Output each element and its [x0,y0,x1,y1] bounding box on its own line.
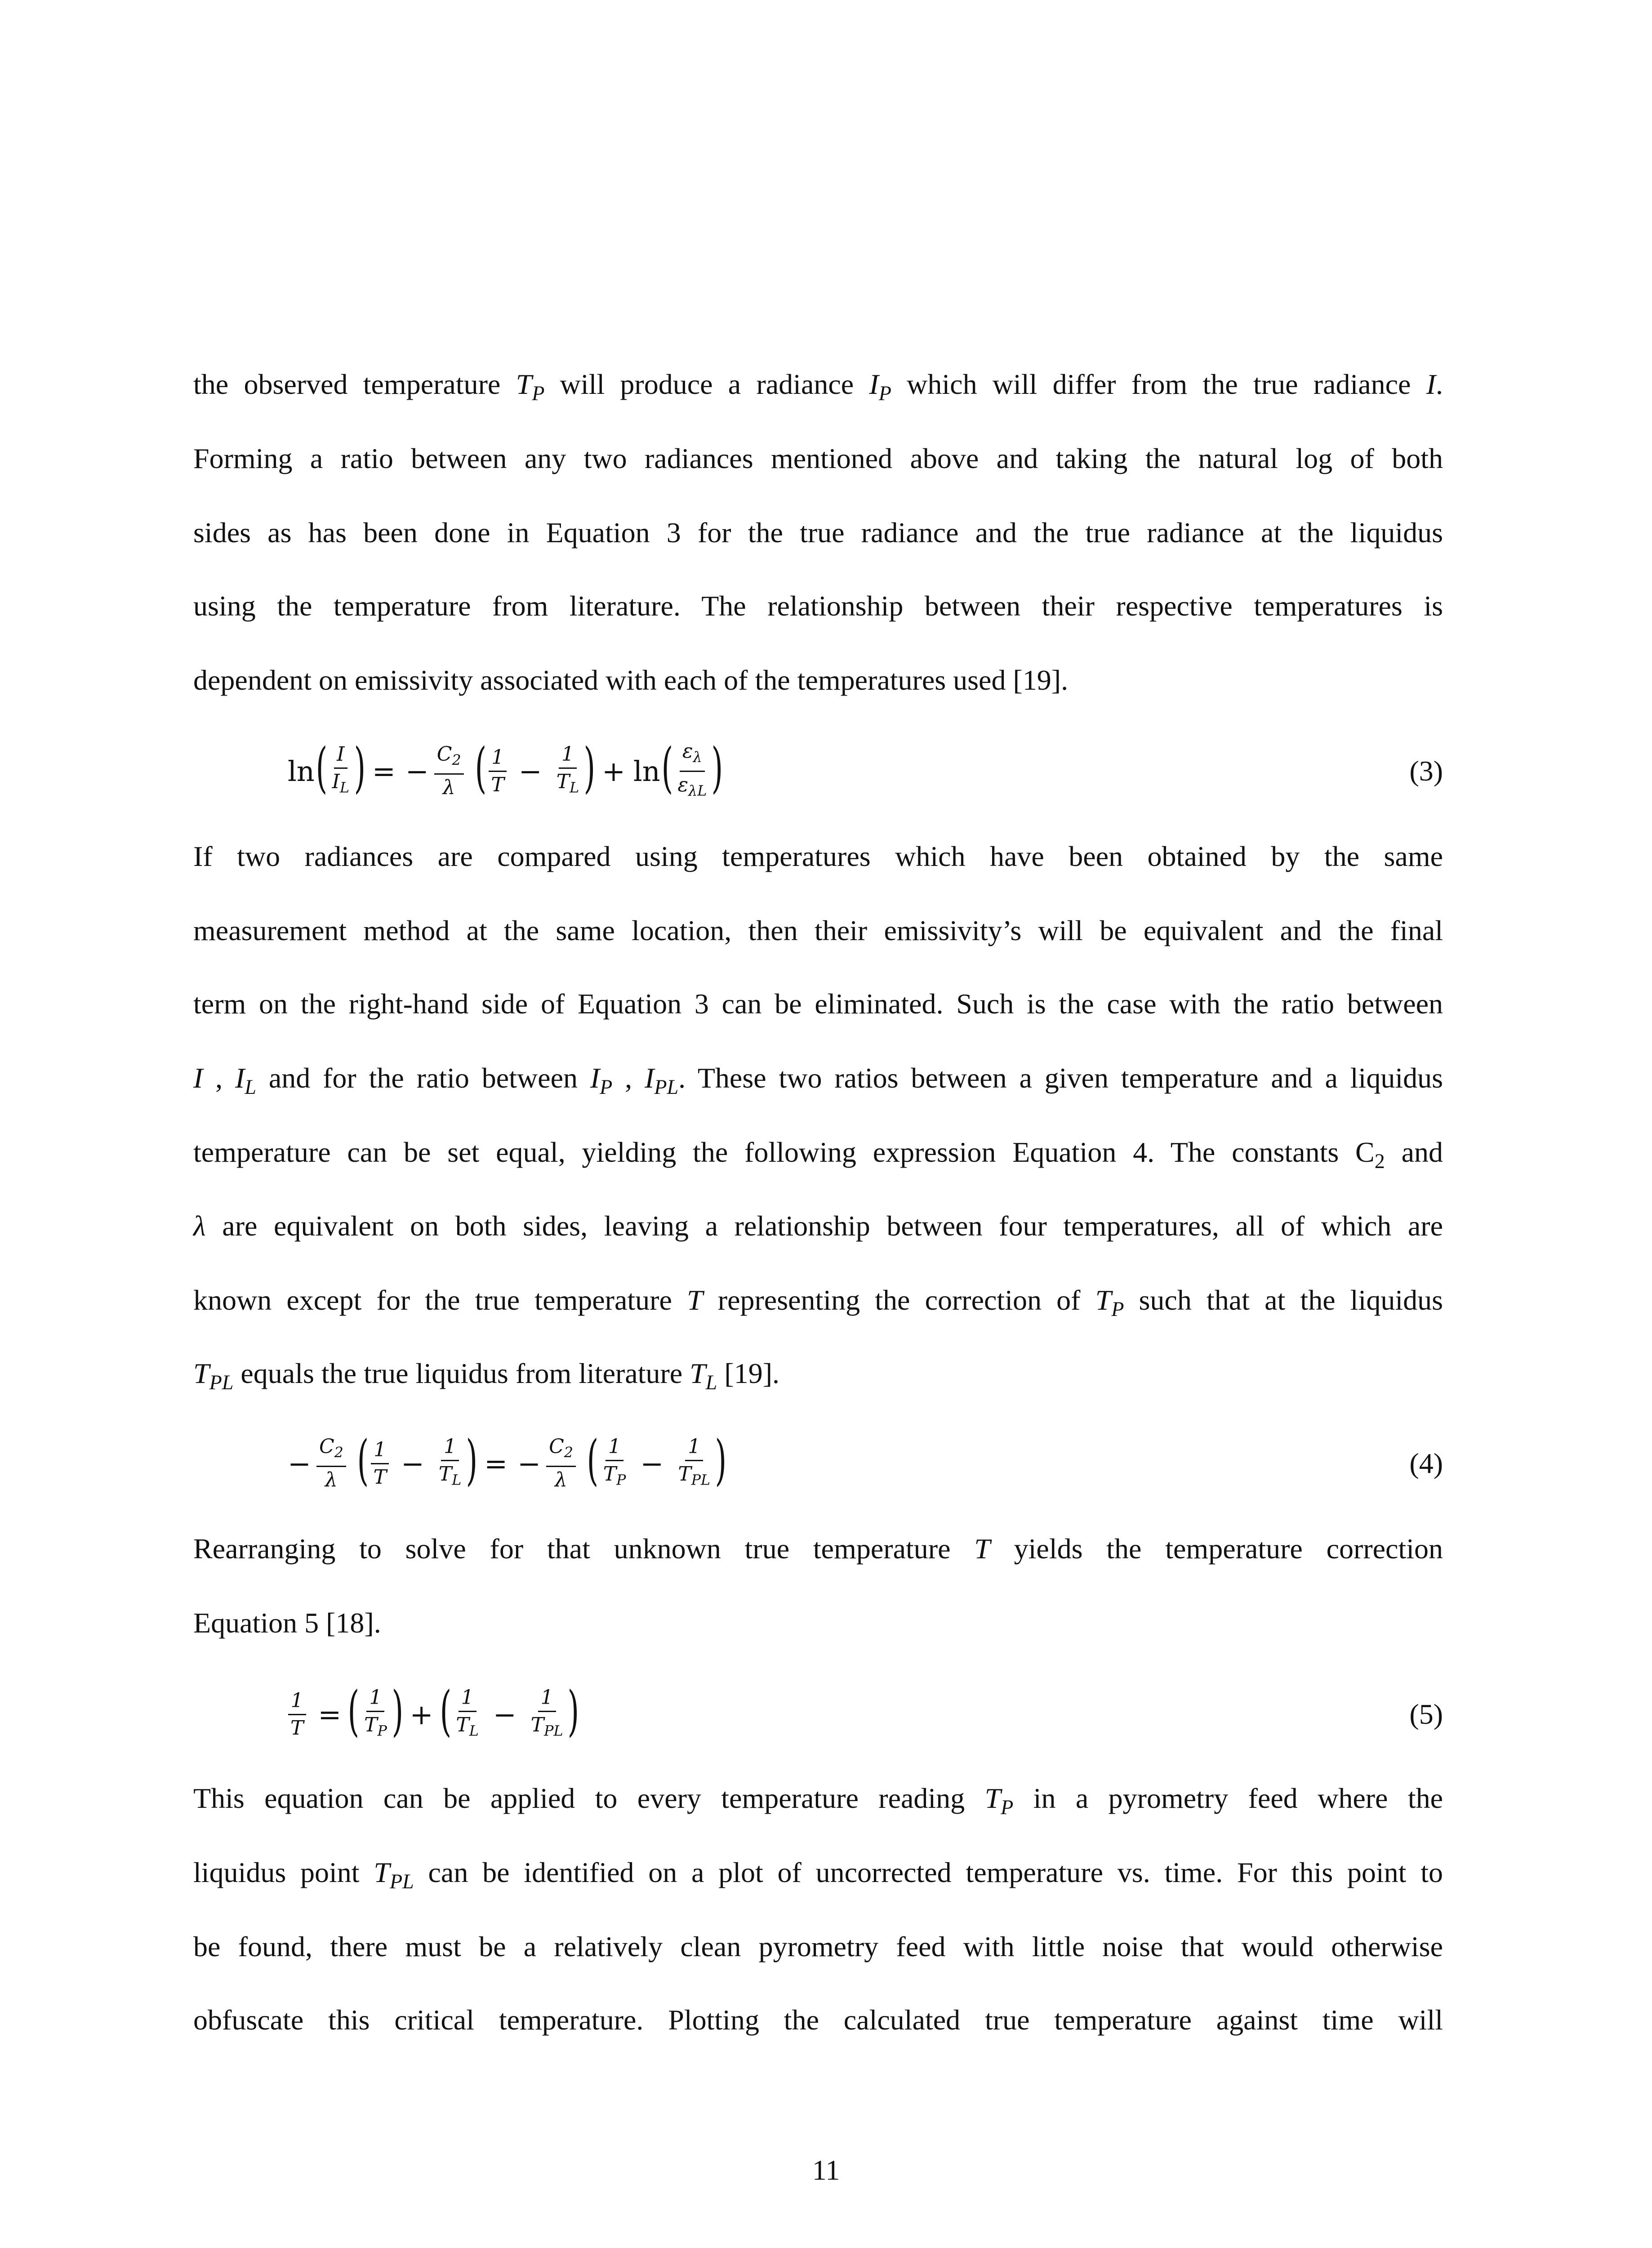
equation-3: ln ( $\frac{I}{I_L}$ ) = − $\frac{C_2}{\lambda}$ ( $\frac{1}{T}$ − $\frac{1}{T_L}$ ) + ln ( $\frac{\varepsilon_\lambda}{\varepsilon_{\lambda L}}$ ) (3) [288,737,1443,799]
text-line: Rearranging to solve for that unknown true temperature T yields the temperature correction [193,1533,1443,1565]
text-line: obfuscate this critical temperature. Plotting the calculated true temperature against time will [193,2004,1443,2036]
text-line: be found, there must be a relatively clean pyrometry feed with little noise that would otherwise [193,1931,1443,1963]
equation-5: $\frac{1}{T}$ = ( $\frac{1}{T_P}$ ) + ( $\frac{1}{T_L}$ − $\frac{1}{T_{PL}}$ ) (5) [288,1672,1443,1757]
equation-number: (3) [1409,755,1443,787]
equation-4: − $\frac{C_2}{\lambda}$ ( $\frac{1}{T}$ − $\frac{1}{T_L}$ ) = − $\frac{C_2}{\lambda}$ ( $\frac{1}{T_P}$ − $\frac{1}{T_{PL}}$ ) (4) [288,1429,1443,1492]
text-line: the observed temperature $T_P$ will produce a radiance $I_P$ which will differ from the true radiance I. [193,368,1443,405]
page-number: 11 [812,2154,840,2186]
text-line: This equation can be applied to every temperature reading $T_P$ in a pyrometry feed where the [193,1782,1443,1819]
text-line: known except for the true temperature T representing the correction of $T_P$ such that at the liquidus [193,1284,1443,1320]
text-line: measurement method at the same location, then their emissivity’s will be equivalent and the final [193,914,1443,946]
text-line: using the temperature from literature. The relationship between their respective temperatures is [193,590,1443,622]
text-line: sides as has been done in Equation 3 for the true radiance and the true radiance at the liquidus [193,517,1443,549]
text-line: temperature can be set equal, yielding the following expression Equation 4. The constants $C_2$ and [193,1136,1443,1173]
text-line: If two radiances are compared using temperatures which have been obtained by the same [193,840,1443,872]
text-line: term on the right-hand side of Equation 3 can be eliminated. Such is the case with the ratio between [193,988,1443,1020]
text-line: $T_{PL}$ equals the true liquidus from literature $T_L$ [19]. [193,1357,780,1394]
text-line: Equation 5 [18]. [193,1607,381,1639]
text-line: liquidus point $T_{PL}$ can be identified on a plot of uncorrected temperature vs. time. For this point to [193,1856,1443,1893]
text-line: I , $I_L$ and for the ratio between $I_P$ , $I_{PL}$. These two ratios between a given temperature and a liquidus [193,1062,1443,1098]
equation-number: (5) [1409,1698,1443,1730]
text-line: Forming a ratio between any two radiances mentioned above and taking the natural log of both [193,442,1443,474]
text-line: λ are equivalent on both sides, leaving a relationship between four temperatures, all of which are [193,1210,1443,1242]
text-line: dependent on emissivity associated with each of the temperatures used [19]. [193,664,1069,696]
equation-number: (4) [1409,1447,1443,1479]
